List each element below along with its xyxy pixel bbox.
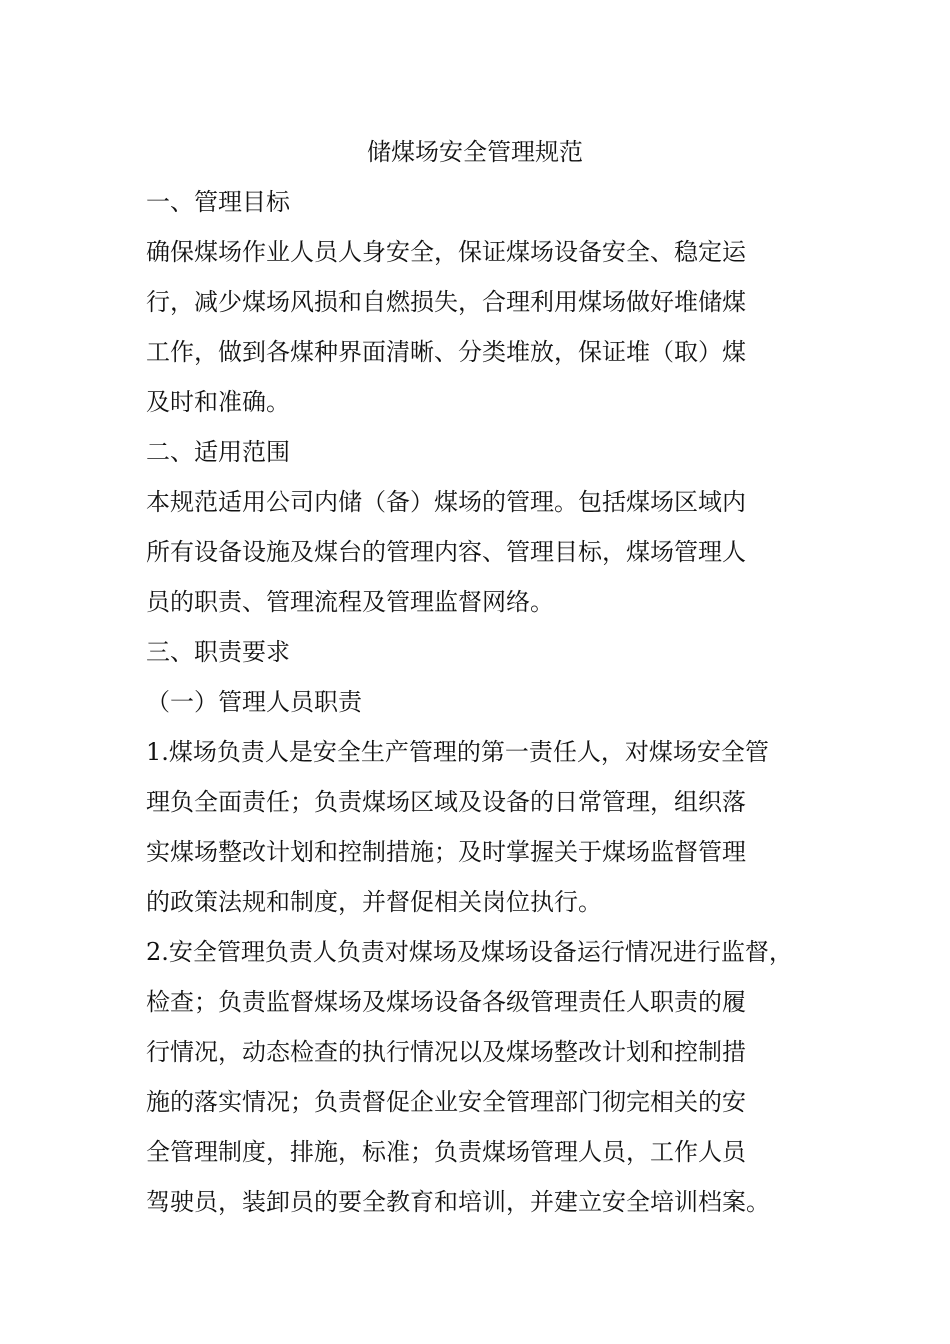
section-heading-scope: 二、适用范围 [146,438,290,466]
section-heading-management-goal: 一、管理目标 [146,188,290,216]
section-heading-responsibilities: 三、职责要求 [146,638,290,666]
subsection-heading-manager-duties: （一）管理人员职责 [146,688,362,716]
paragraph-line: 所有设备设施及煤台的管理内容、管理目标，煤场管理人 [146,538,746,566]
paragraph-line: 检查；负责监督煤场及煤场设备各级管理责任人职责的履 [146,988,746,1016]
paragraph-line: 实煤场整改计划和控制措施；及时掌握关于煤场监督管理 [146,838,746,866]
paragraph-line: 2.安全管理负责人负责对煤场及煤场设备运行情况进行监督， [146,938,793,966]
paragraph-line: 行，减少煤场风损和自燃损失，合理利用煤场做好堆储煤 [146,288,746,316]
paragraph-line: 行情况，动态检查的执行情况以及煤场整改计划和控制措 [146,1038,746,1066]
paragraph-line: 本规范适用公司内储（备）煤场的管理。包括煤场区域内 [146,488,746,516]
paragraph-line: 驾驶员，装卸员的要全教育和培训，并建立安全培训档案。 [146,1188,770,1216]
document-title: 储煤场安全管理规范 [367,138,583,166]
paragraph-line: 全管理制度，排施，标准；负责煤场管理人员，工作人员 [146,1138,746,1166]
paragraph-line: 1.煤场负责人是安全生产管理的第一责任人，对煤场安全管 [146,738,769,766]
paragraph-line: 的政策法规和制度，并督促相关岗位执行。 [146,888,602,916]
paragraph-line: 员的职责、管理流程及管理监督网络。 [146,588,554,616]
paragraph-line: 工作，做到各煤种界面清晰、分类堆放，保证堆（取）煤 [146,338,746,366]
paragraph-line: 理负全面责任；负责煤场区域及设备的日常管理，组织落 [146,788,746,816]
paragraph-line: 施的落实情况；负责督促企业安全管理部门彻完相关的安 [146,1088,746,1116]
paragraph-line: 确保煤场作业人员人身安全，保证煤场设备安全、稳定运 [146,238,746,266]
paragraph-line: 及时和准确。 [146,388,290,416]
